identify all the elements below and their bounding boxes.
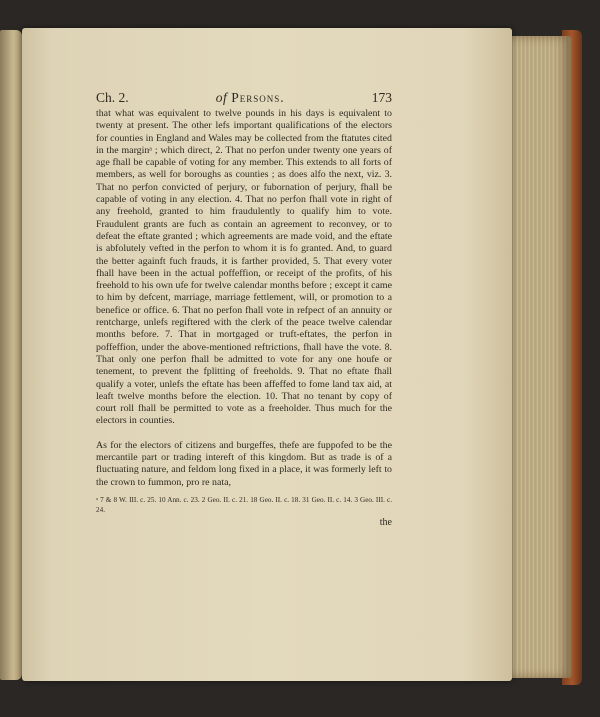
catchword: the xyxy=(379,516,392,528)
footnote: ᵃ 7 & 8 W. III. c. 25. 10 Ann. c. 23. 2 Geo. II. c. 21. 18 Geo. II. c. 18. 31 Geo. II. c. 14. 3 Geo. III. c. 24. xyxy=(96,495,392,514)
page-number: 173 xyxy=(371,90,392,105)
running-title-main: Persons. xyxy=(231,90,285,105)
page-text-block xyxy=(96,90,392,528)
running-title xyxy=(216,90,285,106)
running-head xyxy=(96,90,392,106)
running-title-prefix: of xyxy=(215,90,228,105)
body-paragraph-1: that what was equivalent to twelve pounds in his days is equivalent to twenty at present. The other lefs important qualifications of the electors for counties in England and Wales may be collected from the ftatutes cited in the marginᵃ ; which direct, 2. That no perfon under twenty one years of age fhall be capable of voting for any member. This extends to all forts of members, as well for boroughs as counties ; as does alfo the next, viz. 3. That no perfon convicted of perjury, or fubornation of perjury, fhall be capable of voting in any election. 4. That no perfon fhall vote in right of any freehold, granted to him fraudulently to qualify him to vote. Fraudulent grants are fuch as contain an agreement to reconvey, or to defeat the eftate granted ; which agreements are made void, and the eftate is abfolutely vefted in the perfon to whom it is fo granted. And, to guard the better againft fuch frauds, it is farther provided, 5. That every voter fhall have been in the actual poffeffion, or receipt of the profits, of his freehold to his own ufe for twelve calendar months before ; except it came to him by defcent, marriage, marriage fettlement, will, or promotion to a benefice or office. 6. That no perfon fhall vote in refpect of an annuity or rentcharge, unlefs regiftered with the clerk of the peace twelve calendar months before. 7. That in mortgaged or truft-eftates, the perfon in poffeffion, under the above-mentioned reftrictions, fhall have the vote. 8. That only one perfon fhall be admitted to vote for any one houfe or tenement, to prevent the fplitting of freeholds. 9. That no eftate fhall qualify a voter, unlefs the eftate has been affeffed to fome land tax aid, at leaft twelve months before the election. 10. That no tenant by copy of court roll fhall be permitted to vote as a freeholder. Thus much for the electors in counties. xyxy=(96,108,392,427)
facing-page-edge xyxy=(0,30,22,680)
chapter-label: Ch. 2. xyxy=(96,90,129,105)
body-paragraph-2: As for the electors of citizens and burgeffes, thefe are fuppofed to be the mercantile part or trading intereft of this kingdom. But as trade is of a fluctuating nature, and feldom long fixed in a place, it was formerly left to the crown to fummon, pro re nata, xyxy=(96,439,392,488)
